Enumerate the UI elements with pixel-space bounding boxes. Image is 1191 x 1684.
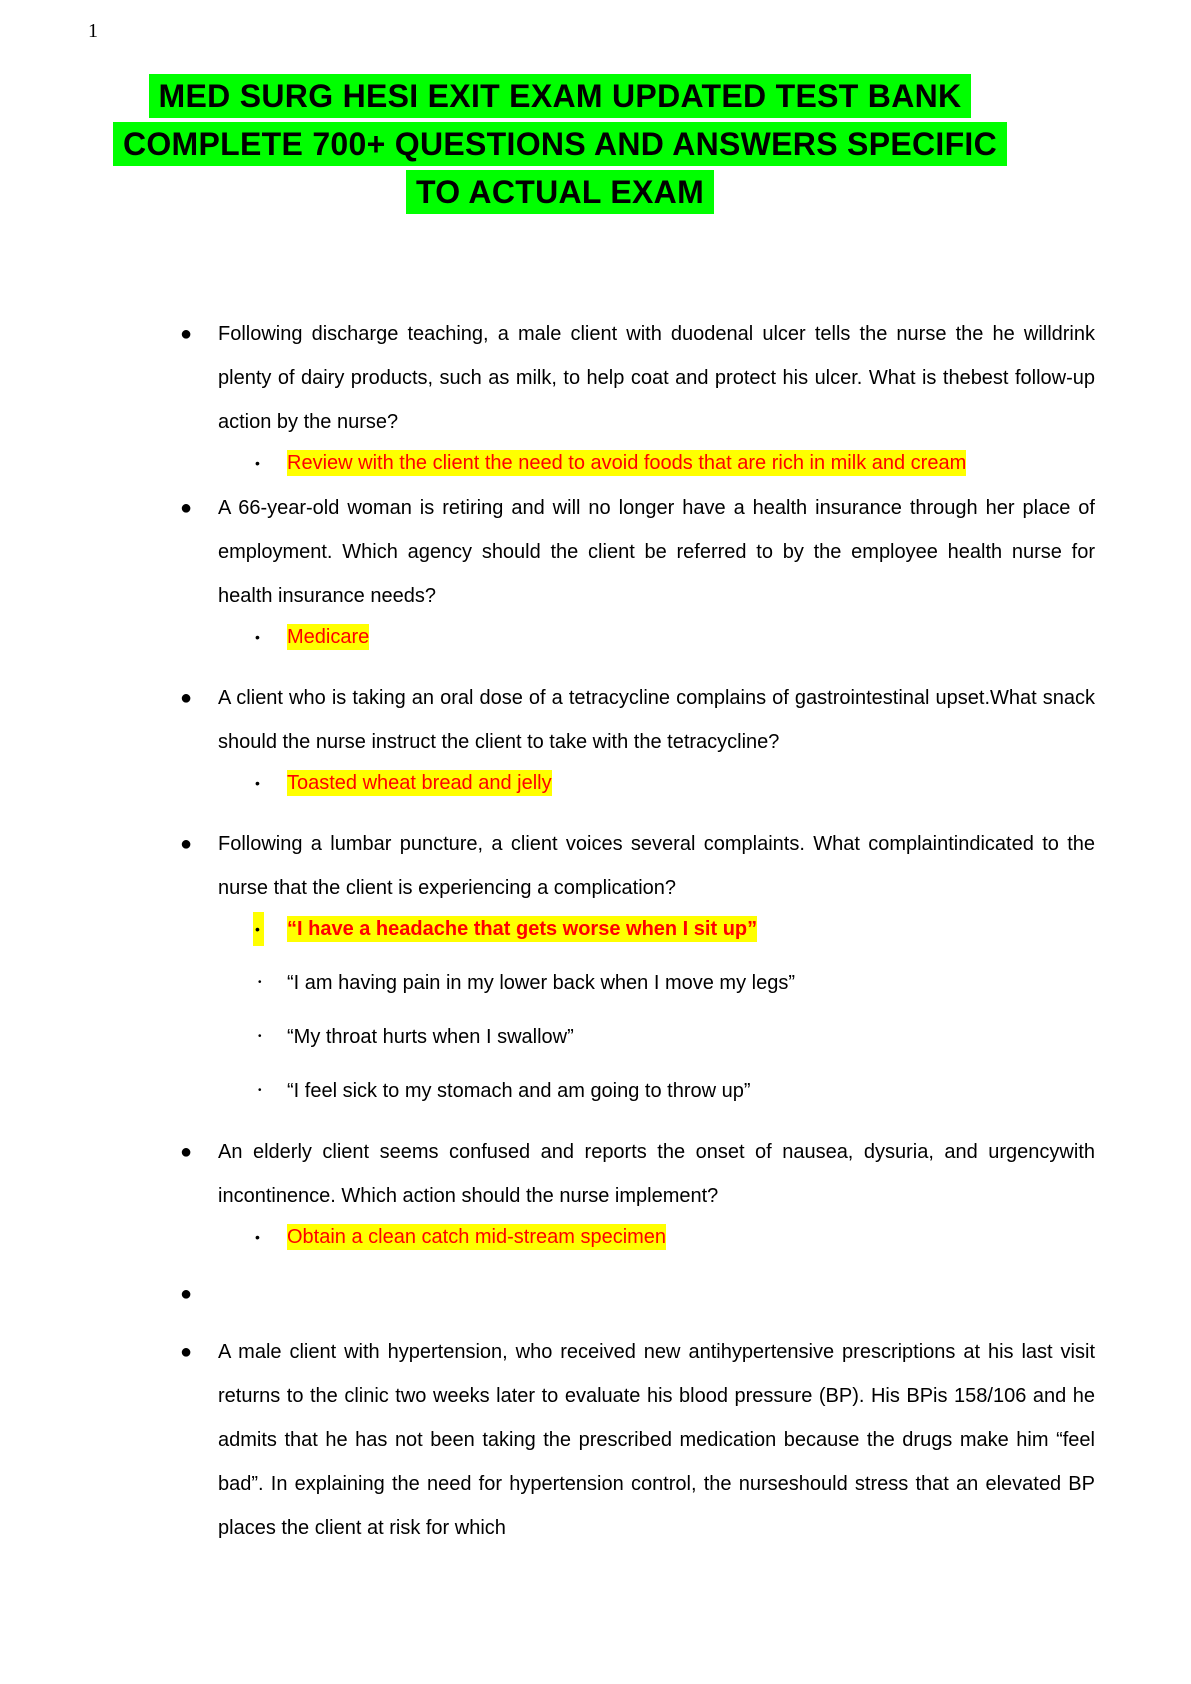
sub-bullet-icon: • (255, 1229, 260, 1245)
question-text: A client who is taking an oral dose of a tetracycline complains of gastrointestinal upset.What snack should the nurse instruct the client to take with the tetracycline? (218, 687, 1095, 753)
question-text: A 66-year-old woman is retiring and will no longer have a health insurance through her place of employment. Which agency should the client be referred to by the employee health nurse for health insurance needs? (218, 497, 1095, 607)
question-item (160, 1130, 1095, 1218)
sub-bullet-icon: • (255, 775, 260, 791)
title-line: COMPLETE 700+ QUESTIONS AND ANSWERS SPECIFIC (113, 122, 1007, 166)
page-number: 1 (88, 20, 98, 42)
answer-text: Medicare (287, 626, 370, 648)
question-text: An elderly client seems confused and reports the onset of nausea, dysuria, and urgencywith incontinence. Which action should the nurse implement? (218, 1141, 1095, 1207)
question-item (160, 486, 1095, 618)
question-item (160, 312, 1095, 444)
sub-bullet-icon: • (255, 455, 260, 471)
title-line: MED SURG HESI EXIT EXAM UPDATED TEST BANK (149, 74, 972, 118)
answer-item (160, 912, 1095, 946)
option-text: “I feel sick to my stomach and am going to throw up” (287, 1080, 751, 1102)
bullet-icon: ● (180, 1341, 193, 1363)
option-item (160, 966, 1095, 1000)
answer-text: Obtain a clean catch mid-stream specimen (287, 1226, 667, 1248)
option-item (160, 1074, 1095, 1108)
small-bullet-icon: • (258, 1031, 262, 1042)
question-text: Following discharge teaching, a male client with duodenal ulcer tells the nurse the he willdrink plenty of dairy products, such as milk, to help coat and protect his ulcer. What is thebest follow-up action by the nurse? (218, 323, 1095, 433)
answer-text: “I have a headache that gets worse when I sit up” (287, 918, 758, 940)
bullet-icon: ● (180, 1141, 193, 1163)
answer-item (160, 446, 1095, 480)
answer-text: Review with the client the need to avoid foods that are rich in milk and cream (287, 452, 967, 474)
answer-item (160, 620, 1095, 654)
bullet-icon: ● (180, 687, 193, 709)
sub-bullet-icon: • (255, 629, 260, 645)
bullet-icon: ● (180, 833, 193, 855)
bullet-icon: ● (180, 323, 193, 345)
question-list (160, 312, 1095, 1550)
question-item (160, 676, 1095, 764)
bullet-icon: ● (180, 1283, 193, 1305)
title-line: TO ACTUAL EXAM (406, 170, 714, 214)
option-item (160, 1020, 1095, 1054)
small-bullet-icon: • (258, 977, 262, 988)
bullet-icon: ● (180, 497, 193, 519)
option-text: “My throat hurts when I swallow” (287, 1026, 574, 1048)
answer-item (160, 766, 1095, 800)
question-item (160, 1330, 1095, 1550)
empty-list-item (160, 1272, 1095, 1316)
small-bullet-icon: • (258, 1085, 262, 1096)
answer-text: Toasted wheat bread and jelly (287, 772, 552, 794)
answer-item (160, 1220, 1095, 1254)
option-text: “I am having pain in my lower back when I move my legs” (287, 972, 795, 994)
sub-bullet-icon: • (253, 912, 264, 946)
document-title (100, 72, 1020, 216)
question-item (160, 822, 1095, 910)
question-text: A male client with hypertension, who received new antihypertensive prescriptions at his last visit returns to the clinic two weeks later to evaluate his blood pressure (BP). His BPis 158/106 and he admits that he has not been taking the prescribed medication because the drugs make him “feel bad”. In explaining the need for hypertension control, the nurseshould stress that an elevated BP places the client at risk for which (218, 1341, 1095, 1539)
question-text: Following a lumbar puncture, a client voices several complaints. What complaintindicated to the nurse that the client is experiencing a complication? (218, 833, 1095, 899)
